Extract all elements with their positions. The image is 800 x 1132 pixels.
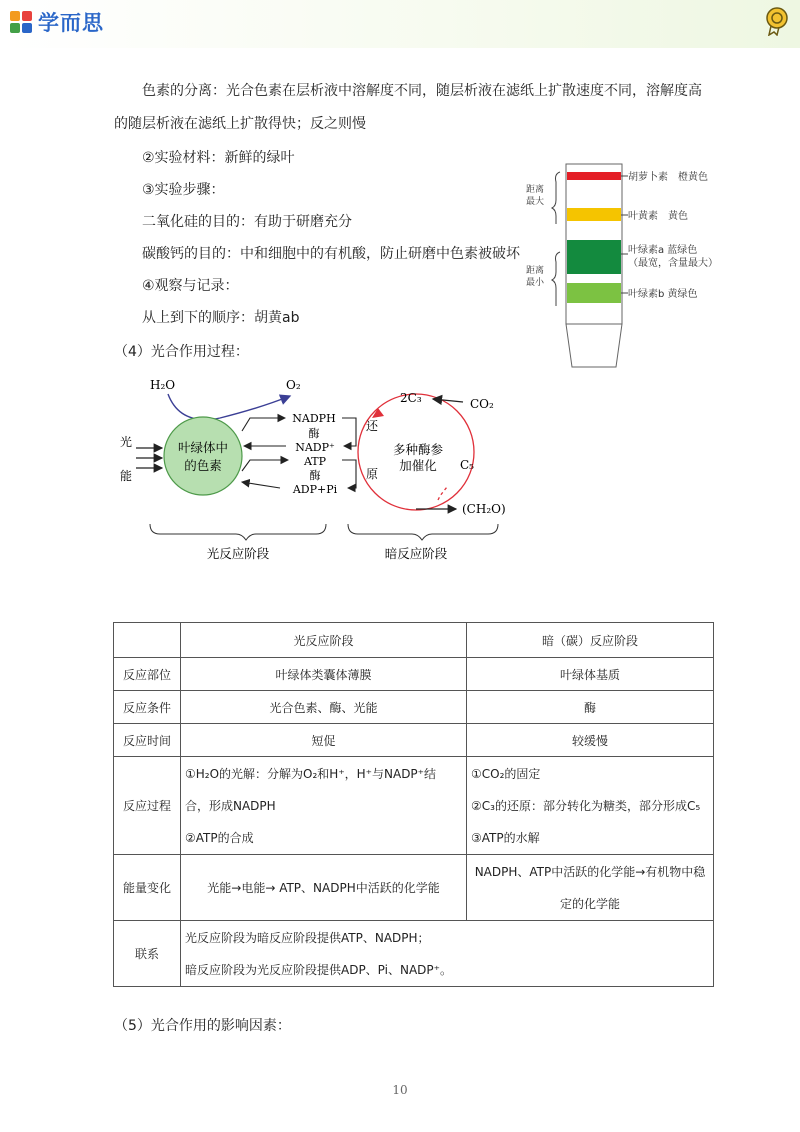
text-line-4: ③实验步骤： [142,182,225,198]
band-chlorophyll-b [567,283,621,303]
nadp-label: NADP⁺ [295,441,335,454]
table-header-cell: 光反应阶段 [181,623,467,658]
cell-line: 定的化学能 [559,896,620,911]
nadph-to-cycle-arrow [342,418,356,446]
cycle-label-2: 加催化 [399,458,437,473]
distance-min-label-2: 最小 [526,278,545,288]
cell-line: ②ATP的合成 [185,830,254,845]
dark-stage-brace [348,524,498,540]
cycle-label-1: 多种酶参 [392,442,444,457]
row-label: 反应过程 [114,757,181,855]
h2o-label: H₂O [150,378,176,392]
co2-fixation-arrow [433,399,463,402]
light-stage-label: 光反应阶段 [206,546,270,561]
co2-label: CO₂ [470,397,494,411]
chloroplast-label-2: 的色素 [184,458,222,473]
dark-stage-cell: 酶 [467,691,714,724]
light-label-1: 光 [120,435,133,449]
cell-line: ②C₃的还原：部分转化为糖类，部分形成C₅ [471,798,701,813]
table-header-cell [114,623,181,658]
band-label-chlorophyll-b: 叶绿素b 黄绿色 [628,289,698,300]
nadph-label: NADPH [292,412,336,425]
cell-line: NADPH、ATP中活跃的化学能→有机物中稳 [474,864,706,879]
cell-line: 暗反应阶段为光反应阶段提供ADP、Pi、NADP⁺。 [185,962,452,977]
dark-stage-cell: 较缓慢 [467,724,714,757]
table-row [114,855,714,921]
band-note-chlorophyll-a: （最宽，含量最大） [628,258,718,269]
section-5-heading: （5）光合作用的影响因素： [114,1018,291,1034]
distance-min-label-1: 距离 [526,266,545,276]
light-stage-cell: 短促 [181,724,467,757]
adp-pi-label: ADP+Pi [292,483,338,496]
row-label: 联系 [114,921,181,987]
o2-label: O₂ [286,378,301,392]
dark-stage-cell [467,855,714,921]
cell-line: ①CO₂的固定 [471,766,541,781]
text-line-8: 从上到下的顺序：胡黄ab [142,310,300,326]
light-stage-cell: 叶绿体类囊体薄膜 [181,658,467,691]
chloroplast-label-1: 叶绿体中 [177,440,229,455]
light-stage-cell [181,757,467,855]
link-cell [181,921,714,987]
cell-line: 合，形成NADPH [185,798,276,813]
c3-label: 2C₃ [400,391,422,405]
atp-to-cycle-arrow [342,460,356,488]
band-label-xanthophyll: 叶黄素 黄色 [628,211,688,222]
table-row [114,691,714,724]
dark-stage-label: 暗反应阶段 [384,546,448,561]
row-label: 能量变化 [114,855,181,921]
nadph-arrow [242,418,285,431]
cell-line: 光反应阶段为暗反应阶段提供ATP、NADPH； [185,930,430,945]
section-4-heading: （4）光合作用过程： [114,344,249,360]
logo-text: 学而思 [38,11,104,35]
table-row [114,658,714,691]
light-label-2: 能 [120,469,133,483]
band-chlorophyll-a [567,240,621,274]
award-badge-icon [764,6,790,36]
c5-label: C₅ [460,458,474,472]
adp-arrow [242,482,280,488]
brace-top [552,172,560,224]
text-line-5: 二氧化硅的目的：有助于研磨充分 [142,214,352,230]
band-label-carotene: 胡萝卜素 橙黄色 [628,172,708,183]
band-label-chlorophyll-a: 叶绿素a 蓝绿色 [628,245,698,256]
logo-mark-icon [8,9,34,35]
brace-bottom [552,252,560,306]
row-label: 反应条件 [114,691,181,724]
cell-line: ①H₂O的光解：分解为O₂和H⁺，H⁺与NADP⁺结 [185,766,437,781]
light-stage-cell: 光合色素、酶、光能 [181,691,467,724]
atp-label: ATP [303,455,327,468]
band-xanthophyll [567,208,621,221]
brand-logo [8,6,104,38]
enzyme-label-2: 酶 [309,469,321,482]
text-line-1: 色素的分离：光合色素在层析液中溶解度不同，随层析液在滤纸上扩散速度不同，溶解度高 [142,83,702,99]
row-label: 反应部位 [114,658,181,691]
table-header-row [114,623,714,658]
c5-regeneration-dashed-arrow [438,487,447,500]
water-to-oxygen-arc [168,394,290,420]
text-line-2: 的随层析液在滤纸上扩散得快；反之则慢 [114,116,366,132]
light-dark-reaction-comparison-table [113,622,714,987]
light-stage-cell: 光能→电能→ ATP、NADPH中活跃的化学能 [181,855,467,921]
cell-line: ③ATP的水解 [471,830,540,845]
distance-max-label-1: 距离 [526,185,545,195]
chromatography-figure [520,160,720,370]
reduction-label-2: 原 [366,467,379,481]
atp-arrow [242,460,288,471]
page-number: 10 [392,1083,408,1097]
text-line-3: ②实验材料：新鲜的绿叶 [142,150,295,166]
row-label: 反应时间 [114,724,181,757]
dark-stage-cell: 叶绿体基质 [467,658,714,691]
chloroplast-pigment-circle [164,417,242,495]
beaker-bottom [566,324,622,367]
light-stage-brace [150,524,326,540]
text-line-6: 碳酸钙的目的：中和细胞中的有机酸，防止研磨中色素被破坏 [142,246,520,262]
table-row [114,757,714,855]
photosynthesis-process-diagram [110,368,530,568]
ch2o-label: (CH₂O) [462,502,506,516]
table-header-cell: 暗（碳）反应阶段 [467,623,714,658]
distance-max-label-2: 最大 [526,197,545,207]
dark-stage-cell [467,757,714,855]
table-row [114,921,714,987]
text-line-7: ④观察与记录： [142,278,239,294]
enzyme-label-1: 酶 [308,427,320,440]
header-band [0,0,800,48]
reduction-label-1: 还 [366,419,379,433]
table-row [114,724,714,757]
band-carotene [567,172,621,180]
